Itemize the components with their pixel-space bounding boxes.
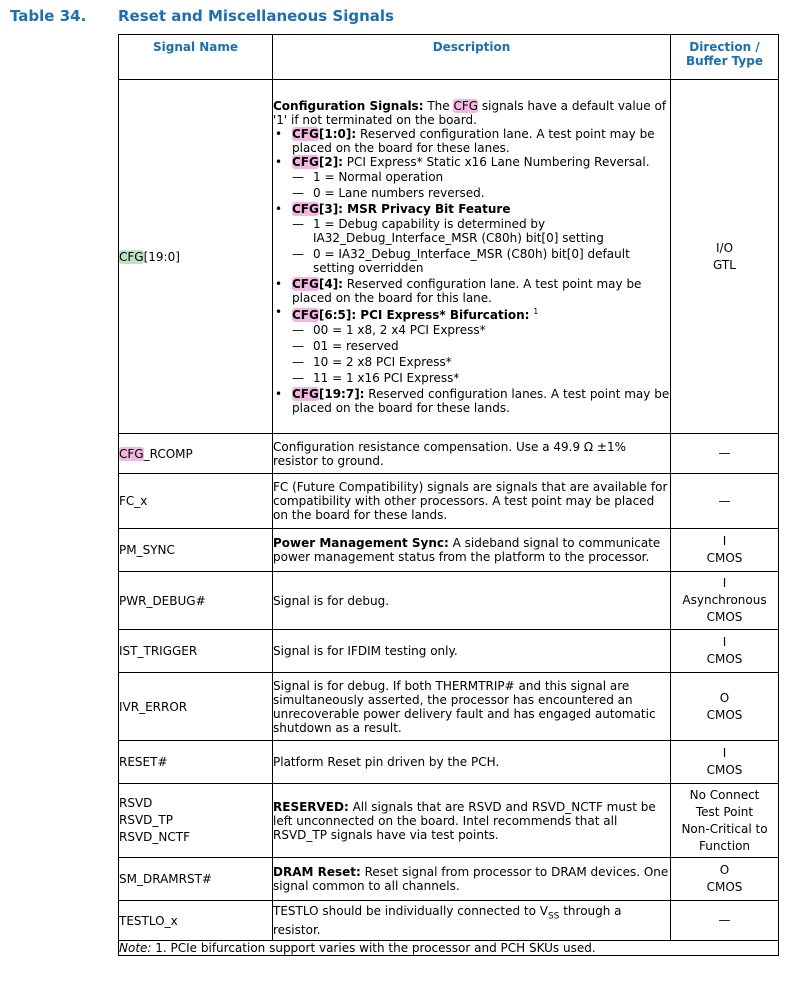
list-item — [273, 155, 670, 200]
desc-bold: RESERVED: — [273, 799, 349, 814]
direction-line: I — [722, 635, 727, 649]
table-row — [119, 572, 779, 630]
table-title: Reset and Miscellaneous Signals — [118, 7, 394, 25]
signal-description — [273, 529, 671, 572]
direction-line: CMOS — [706, 652, 743, 666]
table-row — [119, 784, 779, 858]
list-item: — 01 = reserved — [292, 339, 670, 353]
highlight-cfg: CFG — [119, 249, 144, 264]
desc-bold: DRAM Reset: — [273, 865, 361, 879]
table-row — [119, 741, 779, 784]
desc-text: The — [423, 98, 454, 113]
signal-description: Signal is for debug. — [273, 572, 671, 630]
table-row — [119, 630, 779, 673]
table-row — [119, 901, 779, 941]
desc-text: Reserved configuration lane. A test point may be placed on the board for this lane. — [292, 276, 642, 305]
desc-text: Reset signal from processor to DRAM devices. One signal common to all channels. — [273, 865, 669, 893]
desc-bold: [6:5]: PCI Express* Bifurcation: — [318, 307, 530, 322]
direction-line: Non-Critical to Function — [681, 821, 768, 853]
desc-text: signals have a default value of '1' if not terminated on the board. — [273, 98, 667, 127]
desc-bold: Power Management Sync: — [273, 536, 449, 550]
signal-name: IST_TRIGGER — [119, 630, 273, 673]
signal-description: Platform Reset pin driven by the PCH. — [273, 741, 671, 784]
highlight-cfg: CFG — [292, 126, 319, 141]
direction-line: I — [722, 576, 727, 590]
signal-description — [273, 80, 671, 434]
desc-bold: [19:7]: — [318, 386, 365, 401]
list-item — [273, 387, 670, 415]
signal-name-rest: [19:0] — [143, 249, 180, 264]
signal-direction — [671, 529, 779, 572]
desc-text: TESTLO should be individually connected to V — [273, 903, 548, 918]
header-row — [119, 35, 779, 80]
signal-name: SM_DRAMRST# — [119, 858, 273, 901]
desc-text: A sideband signal to communicate power management status from the platform to the processor. — [273, 536, 661, 564]
signals-table — [118, 34, 779, 956]
signal-name-line: RSVD — [119, 796, 153, 810]
desc-bold: [2]: — [318, 154, 343, 169]
highlight-cfg: CFG — [119, 446, 144, 461]
signal-name: TESTLO_x — [119, 901, 273, 941]
desc-text: through a resistor. — [273, 903, 622, 938]
signal-description — [273, 901, 671, 941]
highlight-cfg: CFG — [453, 98, 479, 113]
signal-name — [119, 784, 273, 858]
signal-name — [119, 80, 273, 434]
direction-line: CMOS — [706, 610, 743, 624]
signal-name: PWR_DEBUG# — [119, 572, 273, 630]
desc-bold: Configuration Signals: — [273, 98, 424, 113]
list-item: — 10 = 2 x8 PCI Express* — [292, 355, 670, 369]
table-row — [119, 434, 779, 474]
desc-text: PCI Express* Static x16 Lane Numbering Reversal. — [342, 154, 650, 169]
desc-bold: [4]: — [318, 276, 343, 291]
table-note — [119, 941, 779, 956]
signal-direction — [671, 673, 779, 741]
highlight-cfg: CFG — [292, 307, 319, 322]
direction-line: Test Point — [695, 804, 754, 819]
signal-direction: — — [671, 434, 779, 474]
list-item: — 0 = IA32_Debug_Interface_MSR (C80h) bit[0] default setting overridden — [292, 247, 670, 275]
list-item: — 11 = 1 x16 PCI Express* — [292, 371, 670, 385]
table-row — [119, 474, 779, 529]
direction-line: I — [722, 746, 727, 760]
signal-description: Signal is for debug. If both THERMTRIP# and this signal are simultaneously asserted, the processor has encountered an unrecoverable power delivery fault and has engaged automatic shutdown as a result. — [273, 673, 671, 741]
list-item: — 1 = Debug capability is determined by IA32_Debug_Interface_MSR (C80h) bit[0] setting — [292, 217, 670, 245]
list-item — [273, 202, 670, 275]
highlight-cfg: CFG — [292, 386, 319, 401]
desc-text: Reserved configuration lanes. A test point may be placed on the board for these lands. — [292, 386, 670, 415]
header-description: Description — [273, 35, 671, 80]
header-direction-line1: Direction / — [689, 40, 760, 54]
note-row — [119, 941, 779, 956]
signal-name-rest: _RCOMP — [143, 446, 193, 461]
signal-direction — [671, 858, 779, 901]
table-caption — [10, 7, 394, 25]
signal-description: Configuration resistance compensation. Use a 49.9 Ω ±1% resistor to ground. — [273, 434, 671, 474]
direction-line: Asynchronous — [682, 593, 767, 607]
direction-line: CMOS — [706, 880, 743, 894]
list-item: — 00 = 1 x8, 2 x4 PCI Express* — [292, 323, 670, 337]
signal-description: Signal is for IFDIM testing only. — [273, 630, 671, 673]
signal-direction — [671, 80, 779, 434]
direction-line: GTL — [713, 257, 736, 272]
desc-text: All signals that are RSVD and RSVD_NCTF must be left unconnected on the board. Intel recommends that all RSVD_TP signals have via test points. — [273, 799, 656, 842]
list-item — [273, 277, 670, 305]
table-row — [119, 858, 779, 901]
highlight-cfg: CFG — [292, 201, 319, 216]
header-direction — [671, 35, 779, 80]
footnote-ref: 1 — [533, 306, 539, 316]
table-row — [119, 529, 779, 572]
highlight-cfg: CFG — [292, 154, 319, 169]
signal-name: RESET# — [119, 741, 273, 784]
desc-text: Reserved configuration lane. A test point may be placed on the board for these lanes. — [292, 126, 655, 155]
signal-direction — [671, 572, 779, 630]
table-number: Table 34. — [10, 7, 87, 25]
direction-line: CMOS — [706, 763, 743, 777]
direction-line: CMOS — [706, 551, 743, 565]
note-text: 1. PCIe bifurcation support varies with the processor and PCH SKUs used. — [151, 941, 596, 955]
desc-bold: [3]: MSR Privacy Bit Feature — [318, 201, 511, 216]
direction-line: I — [722, 534, 727, 548]
highlight-cfg: CFG — [292, 276, 319, 291]
signal-description: FC (Future Compatibility) signals are signals that are available for compatibility with other processors. A test point may be placed on the board for these lands. — [273, 474, 671, 529]
signal-name — [119, 434, 273, 474]
signal-direction: — — [671, 901, 779, 941]
signal-name: IVR_ERROR — [119, 673, 273, 741]
direction-line: CMOS — [706, 707, 743, 722]
table-row — [119, 673, 779, 741]
signal-name: PM_SYNC — [119, 529, 273, 572]
signal-direction — [671, 784, 779, 858]
header-direction-line2: Buffer Type — [686, 54, 763, 68]
signal-direction — [671, 630, 779, 673]
signal-description — [273, 784, 671, 858]
direction-line: No Connect — [689, 787, 760, 802]
direction-line: I/O — [715, 240, 734, 255]
list-item: — 1 = Normal operation — [292, 170, 670, 184]
direction-line: O — [719, 690, 730, 705]
signal-direction — [671, 741, 779, 784]
signal-description — [273, 858, 671, 901]
header-signal-name: Signal Name — [119, 35, 273, 80]
desc-bold: [1:0]: — [318, 126, 357, 141]
cfg-bullet-list — [273, 127, 670, 415]
signal-name-line: RSVD_TP — [119, 813, 173, 827]
direction-line: O — [719, 863, 730, 877]
list-item: — 0 = Lane numbers reversed. — [292, 186, 670, 200]
note-label: Note: — [119, 941, 152, 955]
list-item — [273, 127, 670, 155]
desc-subscript: SS — [547, 911, 560, 922]
list-item — [273, 305, 670, 385]
signal-direction: — — [671, 474, 779, 529]
table-row — [119, 80, 779, 434]
signal-name: FC_x — [119, 474, 273, 529]
signal-name-line: RSVD_NCTF — [119, 830, 190, 844]
